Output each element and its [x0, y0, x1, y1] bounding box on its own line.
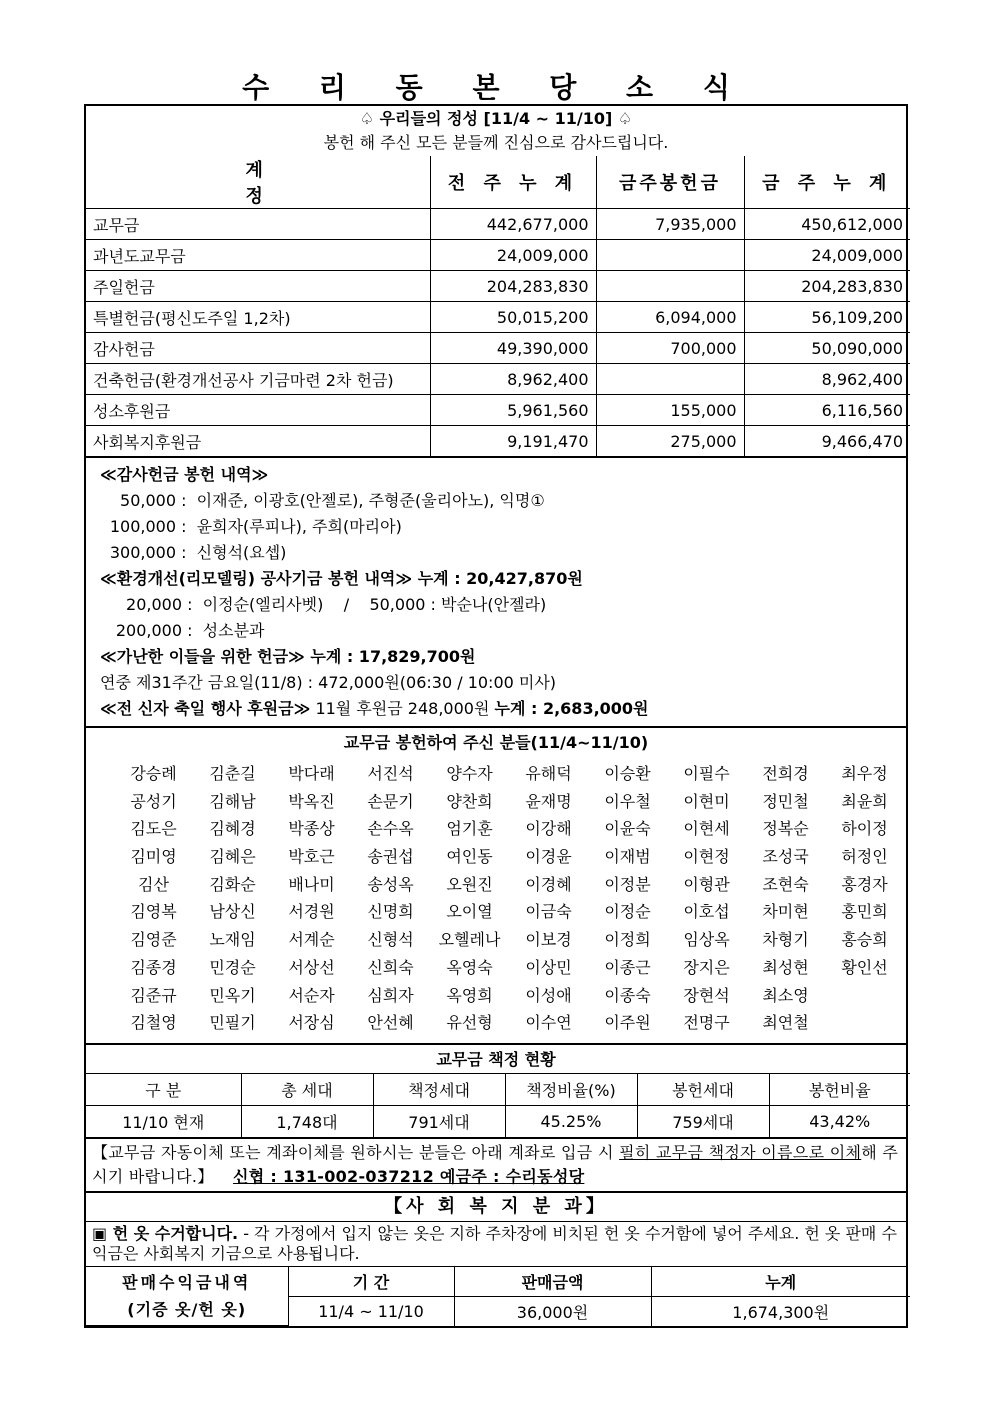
donor-name: 김춘길: [209, 764, 256, 783]
donor-name: 유선형: [446, 1013, 493, 1033]
thanks-names: 윤희자(루피나), 주희(마리아): [196, 517, 402, 536]
offering-section: [86, 106, 906, 458]
account-name: 감사헌금: [86, 333, 430, 364]
prev-total: 8,962,400: [430, 364, 596, 395]
current-total: 56,109,200: [744, 302, 910, 333]
thanks-amount: 100,000: [109, 517, 176, 536]
separator: :: [181, 517, 197, 536]
donor-name: 서순자: [288, 985, 335, 1005]
donor-name: 이주원: [604, 1013, 651, 1033]
assessment-header: 봉헌비율: [769, 1073, 910, 1105]
col-total: 금 주 누 계: [744, 156, 910, 209]
donor-name: 오헬레나: [438, 930, 501, 950]
donor-name: 손문기: [367, 791, 414, 811]
donor-name: 최윤희: [841, 791, 888, 811]
prev-total: 5,961,560: [430, 395, 596, 426]
donor-name: 차미현: [762, 902, 809, 922]
env-line: [100, 618, 892, 644]
thanks-line: [100, 540, 892, 566]
donor-name: 유해덕: [525, 764, 572, 783]
page-title: 수 리 동 본 당 소 식: [242, 71, 750, 104]
current-total: 450,612,000: [744, 209, 910, 240]
donor-name: 이현미: [683, 791, 730, 811]
thanks-names: 신형석(요셉): [196, 543, 287, 562]
assessment-value: 791세대: [373, 1105, 505, 1137]
thanks-title: ≪감사헌금 봉헌 내역≫: [100, 465, 269, 484]
week-amount: 7,935,000: [596, 209, 744, 240]
welfare-title: 【사 회 복 지 분 과】: [86, 1193, 906, 1222]
current-total: 8,962,400: [744, 364, 910, 395]
donor-name: 김혜경: [209, 819, 256, 839]
poor-title: ≪가난한 이들을 위한 헌금≫: [100, 647, 305, 666]
donor-name: 이현정: [683, 847, 730, 867]
donor-name: 이호섭: [683, 902, 730, 922]
newbie-detail: 11월 후원금 248,000원: [315, 699, 490, 718]
thanks-names: 이재준, 이광호(안젤로), 주형준(울리아노), 익명①: [196, 491, 545, 510]
sale-value: 36,000원: [454, 1296, 651, 1326]
week-amount: [596, 364, 744, 395]
donor-name: 이경윤: [525, 847, 572, 867]
env-title: ≪환경개선(리모델링) 공사기금 봉헌 내역≫: [100, 569, 413, 588]
offering-table: [86, 156, 910, 456]
donor-name: 박다래: [288, 764, 335, 783]
donor-name: 황인선: [841, 957, 888, 977]
week-amount: [596, 240, 744, 271]
week-amount: 700,000: [596, 333, 744, 364]
current-total: 9,466,470: [744, 426, 910, 457]
sale-header: 판매금액: [454, 1267, 651, 1297]
donor-name: 서경원: [288, 902, 335, 922]
sale-value: 1,674,300원: [651, 1296, 910, 1326]
donor-name: 김해남: [209, 791, 256, 811]
donor-name: 정복순: [762, 819, 809, 839]
thanks-line: [100, 514, 892, 540]
donor-name: 최우정: [841, 764, 888, 783]
donor-name: 장지은: [683, 957, 730, 977]
separator: :: [430, 595, 441, 614]
account-name: 과년도교무금: [86, 240, 430, 271]
donor-name: 양찬희: [446, 791, 493, 811]
donor-name: 배나미: [288, 874, 335, 894]
donor-name: 박종상: [288, 819, 335, 839]
donor-name: 김준규: [130, 985, 177, 1005]
bank-account: 신협 : 131-002-037212 예금주 : 수리동성당: [233, 1166, 585, 1186]
env-amount: 50,000: [369, 595, 426, 614]
donor-name: 이윤숙: [604, 819, 651, 839]
current-total: 24,009,000: [744, 240, 910, 271]
donor-name: 최성현: [762, 957, 809, 977]
assessment-value: 45.25%: [505, 1105, 637, 1137]
sale-header: 기 간: [288, 1267, 454, 1297]
notice-text: 【교무금 자동이체 또는 계좌이체를 원하시는 분들은 아래 계좌로 입금 시: [92, 1142, 620, 1162]
donor-name: 남상신: [209, 902, 256, 922]
assessment-title: 교무금 책정 현황: [436, 1049, 556, 1069]
donors-title: 교무금 봉헌하여 주신 분들(11/4~11/10): [343, 733, 649, 752]
donor-name: 이우철: [604, 791, 651, 811]
sale-table: [86, 1267, 910, 1327]
notice-text-end: 해 주시기 바랍니다.】: [92, 1142, 899, 1186]
donor-row: [114, 1009, 906, 1037]
assessment-value-row: [86, 1105, 910, 1137]
donor-name: 손수옥: [367, 819, 414, 839]
donor-name: 오원진: [446, 874, 493, 894]
donor-name: 옥영희: [446, 985, 493, 1005]
thanks-amount: 300,000: [109, 543, 176, 562]
welfare-bold: ▣ 헌 옷 수거합니다.: [92, 1223, 239, 1243]
donor-row: [114, 843, 906, 871]
donor-name: 허정인: [841, 847, 888, 867]
donor-name: 하이정: [841, 819, 888, 839]
donor-name: 조현숙: [762, 874, 809, 894]
notice-underlined: 필히 교무금 책정자 이름으로 이체: [619, 1142, 862, 1162]
thanks-amount: 50,000: [120, 491, 176, 510]
week-amount: 6,094,000: [596, 302, 744, 333]
donor-name: 신희숙: [367, 957, 414, 977]
env-name: 성소분과: [202, 621, 265, 640]
donor-name: 여인동: [446, 847, 493, 867]
donor-name: 민필기: [209, 1013, 256, 1033]
assessment-header: 책정비율(%): [505, 1073, 637, 1105]
current-total: 6,116,560: [744, 395, 910, 426]
donor-name: 강승례: [130, 764, 177, 783]
donor-name: 전희경: [762, 764, 809, 783]
donor-name: 정민철: [762, 791, 809, 811]
donor-row: [114, 815, 906, 843]
donor-name: 민옥기: [209, 985, 256, 1005]
donor-name: 송성옥: [367, 874, 414, 894]
env-name: 이정순(엘리사벳): [202, 595, 324, 614]
donor-name: 이금숙: [525, 902, 572, 922]
bulletin-frame: [84, 104, 908, 1328]
donor-name: 이강해: [525, 819, 572, 839]
donor-name: 김영복: [130, 902, 177, 922]
donor-name: [825, 1009, 904, 1037]
donor-row: [114, 871, 906, 899]
donor-name: 이보경: [525, 930, 572, 950]
table-row: [86, 395, 910, 426]
sale-label-line2: (기증 옷/헌 옷): [127, 1300, 247, 1320]
env-amount: 200,000: [115, 621, 182, 640]
assessment-value: 43,42%: [769, 1105, 910, 1137]
newbie-line: [100, 696, 892, 722]
donor-name: 심희자: [367, 985, 414, 1005]
separator: :: [187, 621, 203, 640]
donor-name: 이경혜: [525, 874, 572, 894]
table-row: [86, 240, 910, 271]
separator: :: [181, 491, 197, 510]
donor-name: 이정순: [604, 902, 651, 922]
assessment-header: 책정세대: [373, 1073, 505, 1105]
donor-name: 민경순: [209, 957, 256, 977]
account-name: 성소후원금: [86, 395, 430, 426]
donor-name: 노재임: [209, 930, 256, 950]
donor-name: 김화순: [209, 874, 256, 894]
donor-name: 서계순: [288, 930, 335, 950]
sale-header-row: [86, 1267, 910, 1297]
donor-name: 최연철: [762, 1013, 809, 1033]
assessment-value: 759세대: [637, 1105, 769, 1137]
donor-name: 신명희: [367, 902, 414, 922]
offering-header-row: [86, 156, 910, 209]
thanks-line: [100, 488, 892, 514]
transfer-notice: [86, 1139, 906, 1193]
account-name: 사회복지후원금: [86, 426, 430, 457]
table-row: [86, 271, 910, 302]
separator: /: [328, 595, 365, 614]
donor-name: 이승환: [604, 764, 651, 783]
prev-total: 24,009,000: [430, 240, 596, 271]
donors-list: [86, 756, 906, 1043]
donor-name: 안선혜: [367, 1013, 414, 1033]
donor-name: 엄기훈: [446, 819, 493, 839]
separator: :: [181, 543, 197, 562]
donor-name: 김혜은: [209, 847, 256, 867]
donor-name: [825, 982, 904, 1010]
assessment-header-row: [86, 1073, 910, 1105]
donor-name: 이정분: [604, 874, 651, 894]
donor-name: 임상옥: [683, 930, 730, 950]
donor-name: 이현세: [683, 819, 730, 839]
donor-name: 윤재명: [525, 791, 572, 811]
week-amount: 155,000: [596, 395, 744, 426]
donor-row: [114, 954, 906, 982]
donor-name: 신형석: [367, 930, 414, 950]
account-name: 특별헌금(평신도주일 1,2차): [86, 302, 430, 333]
donor-name: 전명구: [683, 1013, 730, 1033]
donor-name: 이필수: [683, 764, 730, 783]
donor-row: [114, 760, 906, 788]
assessment-value: 11/10 현재: [86, 1105, 241, 1137]
account-name: 주일헌금: [86, 271, 430, 302]
donor-name: 공성기: [130, 791, 177, 811]
poor-total: 누계 : 17,829,700원: [310, 647, 476, 666]
donor-name: 장현석: [683, 985, 730, 1005]
donor-name: 김종경: [130, 957, 177, 977]
sale-header: 누계: [651, 1267, 910, 1297]
donor-name: 서장심: [288, 1013, 335, 1033]
prev-total: 9,191,470: [430, 426, 596, 457]
welfare-section: [86, 1193, 906, 1327]
assessment-header: 총 세대: [241, 1073, 373, 1105]
poor-title-line: [100, 644, 892, 670]
donor-name: 김산: [138, 874, 169, 894]
donor-name: 이정희: [604, 930, 651, 950]
donor-name: 박옥진: [288, 791, 335, 811]
offering-subheading: 봉헌 해 주신 모든 분들께 진심으로 감사드립니다.: [323, 133, 669, 152]
donor-row: [114, 982, 906, 1010]
donor-name: 홍승희: [841, 930, 888, 950]
donor-name: 홍민희: [841, 902, 888, 922]
week-amount: 275,000: [596, 426, 744, 457]
env-name: 박순나(안젤라): [441, 595, 547, 614]
col-week: 금주봉헌금: [596, 156, 744, 209]
sale-value: 11/4 ~ 11/10: [288, 1296, 454, 1326]
account-name: 교무금: [86, 209, 430, 240]
col-prev: 전 주 누 계: [430, 156, 596, 209]
welfare-text: [86, 1222, 906, 1267]
table-row: [86, 302, 910, 333]
table-row: [86, 364, 910, 395]
offering-notes: [86, 458, 906, 728]
donor-name: 최소영: [762, 985, 809, 1005]
donor-name: 김미영: [130, 847, 177, 867]
current-total: 204,283,830: [744, 271, 910, 302]
donor-name: 이재범: [604, 847, 651, 867]
donor-name: 이종근: [604, 957, 651, 977]
sale-label: [86, 1267, 288, 1326]
donor-row: [114, 926, 906, 954]
donor-name: 송권섭: [367, 847, 414, 867]
welfare-body: - 각 가정에서 입지 않는 옷은 지하 주차장에 비치된 헌 옷 수거함에 넣어 주세요. 헌 옷 판매 수익금은 사회복지 기금으로 사용됩니다.: [92, 1223, 897, 1263]
donor-name: 옥영숙: [446, 957, 493, 977]
account-name: 건축헌금(환경개선공사 기금마련 2차 헌금): [86, 364, 430, 395]
donor-name: 이상민: [525, 957, 572, 977]
assessment-header: 봉헌세대: [637, 1073, 769, 1105]
donor-name: 양수자: [446, 764, 493, 783]
week-amount: [596, 271, 744, 302]
donor-name: 서상선: [288, 957, 335, 977]
donor-row: [114, 788, 906, 816]
donor-name: 이형관: [683, 874, 730, 894]
table-row: [86, 209, 910, 240]
donor-name: 오이열: [446, 902, 493, 922]
assessment-table: [86, 1073, 910, 1137]
table-row: [86, 426, 910, 457]
assessment-section: [86, 1045, 906, 1139]
poor-detail: 연중 제31주간 금요일(11/8) : 472,000원(06:30 / 10:00 미사): [100, 673, 557, 692]
env-line: [100, 592, 892, 618]
donor-name: 서진석: [367, 764, 414, 783]
assessment-header: 구 분: [86, 1073, 241, 1105]
table-row: [86, 333, 910, 364]
donors-section: [86, 728, 906, 1045]
assessment-value: 1,748대: [241, 1105, 373, 1137]
prev-total: 442,677,000: [430, 209, 596, 240]
donor-name: 김도은: [130, 819, 177, 839]
env-title-line: [100, 566, 892, 592]
donor-name: 이수연: [525, 1013, 572, 1033]
prev-total: 49,390,000: [430, 333, 596, 364]
donor-name: 이종숙: [604, 985, 651, 1005]
donor-name: 조성국: [762, 847, 809, 867]
env-amount: 20,000: [126, 595, 182, 614]
donor-name: 김철영: [130, 1013, 177, 1033]
col-account: 계 정: [86, 156, 430, 209]
prev-total: 50,015,200: [430, 302, 596, 333]
current-total: 50,090,000: [744, 333, 910, 364]
env-total: 누계 : 20,427,870원: [417, 569, 583, 588]
donor-name: 홍경자: [841, 874, 888, 894]
sale-label-line1: 판매수익금내역: [122, 1273, 252, 1293]
newbie-total: 누계 : 2,683,000원: [494, 699, 649, 718]
donor-name: 차형기: [762, 930, 809, 950]
separator: :: [187, 595, 203, 614]
donor-row: [114, 898, 906, 926]
donor-name: 이성애: [525, 985, 572, 1005]
newbie-title: ≪전 신자 축일 행사 후원금≫: [100, 699, 311, 718]
donor-name: 김영준: [130, 930, 177, 950]
donor-name: 박호근: [288, 847, 335, 867]
offering-heading: ♤ 우리들의 정성 [11/4 ~ 11/10] ♤: [359, 109, 633, 128]
prev-total: 204,283,830: [430, 271, 596, 302]
